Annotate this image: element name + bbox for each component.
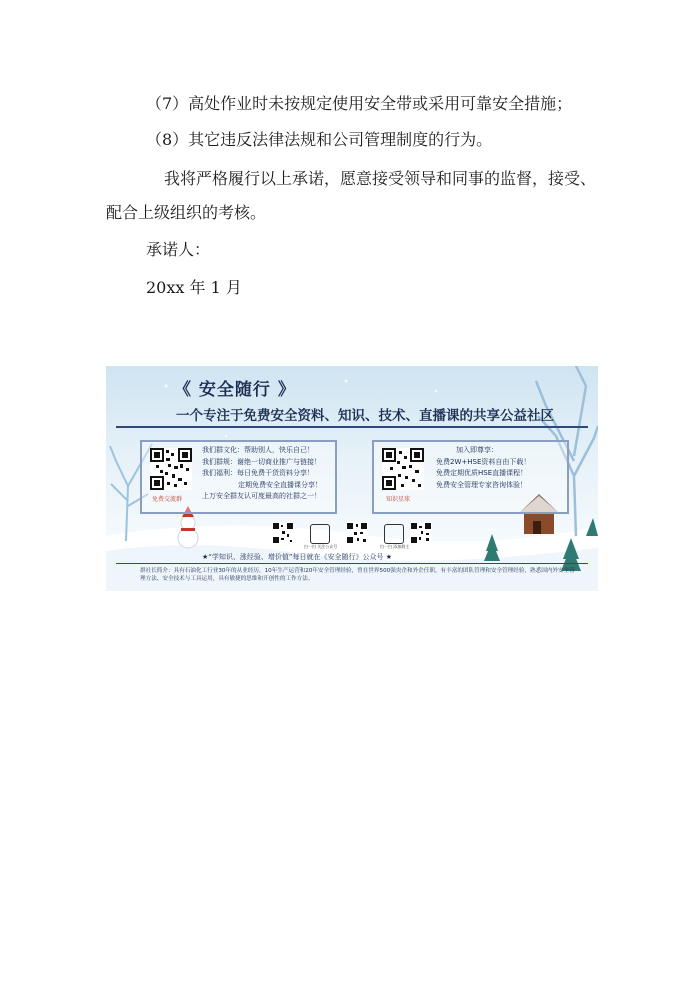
banner-slogan: ★“学知识、涨经验、增价值”每日就在《安全随行》公众号 ★: [202, 553, 393, 561]
panel-line: 我们福利：每日免费干货资料分享！: [202, 469, 314, 477]
clause-7: （7）高处作业时未按规定使用安全带或采用可靠安全措施；: [146, 94, 573, 113]
signatory-label: 承诺人：: [146, 240, 211, 259]
panel-line: 我们群文化：帮助别人，快乐自己！: [202, 446, 314, 454]
scan-caption: 扫一扫 关注公众号: [304, 544, 338, 549]
admin-qr-code: [410, 522, 432, 544]
date-line: 20xx 年 1 月: [146, 278, 242, 297]
scan-caption: 扫一扫 添加群主: [380, 544, 410, 549]
panel-line: 上万安全群友认可度最高的社群之一！: [202, 492, 321, 500]
knowledge-planet-panel: [372, 440, 569, 514]
panel-line: 我们群规：谢绝一切商业推广与链接！: [202, 457, 321, 466]
panel-line: 加入即尊享：: [456, 446, 498, 454]
panel-line: 免费定期优质HSE直播课程！: [436, 469, 528, 477]
group-qr-caption: 免费交流群: [152, 496, 183, 503]
qr-pattern-icon: [410, 522, 432, 544]
divider: [116, 426, 588, 428]
divider: [116, 563, 588, 564]
panel-line: 免费安全管理专家咨询体验！: [436, 480, 527, 489]
qr-pattern-icon: [272, 522, 294, 544]
qr-pattern-icon: [346, 522, 368, 544]
banner-subtitle: 一个专注于免费安全资料、知识、技术、直播课的共享公益社区: [176, 408, 554, 424]
community-rules-text: [202, 445, 322, 503]
qr-pattern-icon: [382, 448, 424, 490]
panel-line: 免费2W+HSE资料自由下载！: [436, 457, 531, 466]
promo-banner: [106, 366, 598, 591]
official-account-qr-code: [272, 522, 294, 544]
pledge-paragraph-line-1: 我将严格履行以上承诺，愿意接受领导和同事的监督，接受、: [164, 169, 597, 188]
group-qr-code: [150, 448, 192, 490]
pledge-paragraph-line-2: 配合上级组织的考核。: [106, 203, 267, 222]
official-account-qr-code-2: [346, 522, 368, 544]
founder-intro: 群社长简介：具有石油化工行业30年的从业经历，10年生产运营和20年安全管理经验，曾在世界500强央企和外企任职，有丰富的团队管理和安全管理经验，熟悉国内外安全管理方法、安全技术与工具运用，具有敏捷的思维和开创性的工作方法。: [140, 568, 575, 582]
membership-benefits-text: [436, 445, 530, 491]
qr-pattern-icon: [150, 448, 192, 490]
scan-frame-icon: [310, 524, 330, 544]
clause-8: （8）其它违反法律法规和公司管理制度的行为。: [146, 130, 493, 149]
community-panel: [140, 440, 337, 514]
planet-qr-caption: 知识星球: [386, 496, 411, 503]
scan-frame-icon: [384, 524, 404, 544]
planet-qr-code: [382, 448, 424, 490]
banner-title: 《 安全随行 》: [174, 380, 296, 400]
panel-line: 定期免费安全直播课分享！: [238, 480, 322, 489]
